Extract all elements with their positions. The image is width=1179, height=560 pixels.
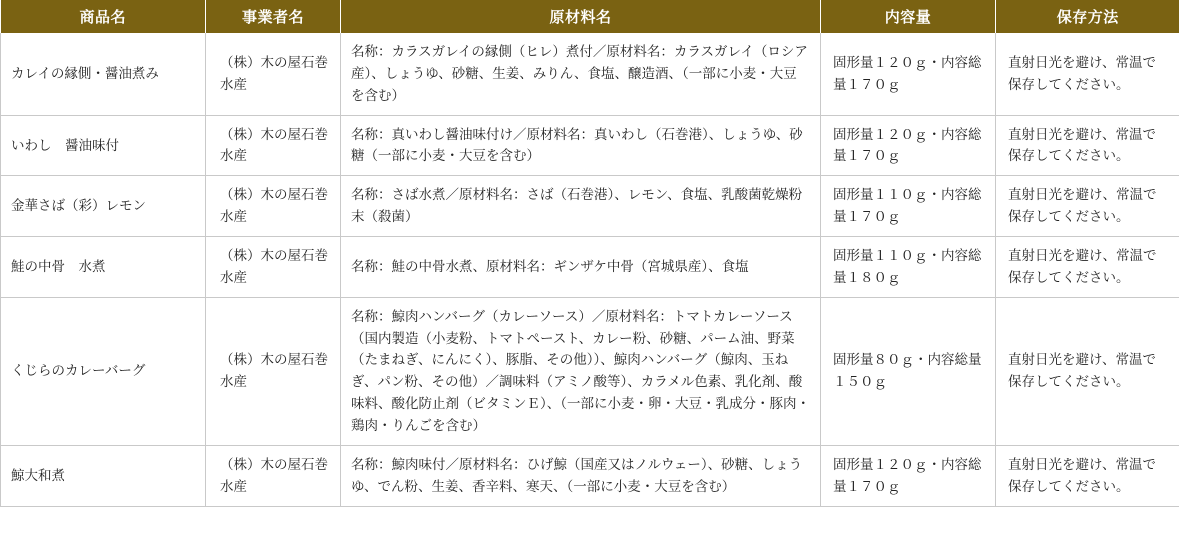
cell-ingredients: 名称：鯨肉ハンバーグ（カレーソース）／原材料名：トマトカレーソース（国内製造（小麦粉、トマトペースト、カレー粉、砂糖、パーム油、野菜（たまねぎ、にんにく）、豚脂、その他））、鯨肉ハンバーグ（鯨肉、玉ねぎ、パン粉、その他）／調味料（アミノ酸等）、カラメル色素、乳化剤、酸味料、酸化防止剤（ビタミンＥ）、（一部に小麦・卵・大豆・乳成分・豚肉・鶏肉・りんごを含む）	[341, 297, 821, 445]
cell-storage-method: 直射日光を避け、常温で保存してください。	[996, 33, 1179, 115]
cell-business-operator: （株）木の屋石巻水産	[206, 176, 341, 237]
cell-business-operator: （株）木の屋石巻水産	[206, 237, 341, 298]
table-row	[1, 176, 1179, 237]
cell-ingredients: 名称：カラスガレイの縁側（ヒレ）煮付／原材料名：カラスガレイ（ロシア産）、しょうゆ、砂糖、生姜、みりん、食塩、醸造酒、（一部に小麦・大豆を含む）	[341, 33, 821, 115]
column-header-product-name: 商品名	[1, 0, 206, 33]
table-row	[1, 115, 1179, 176]
table-header	[1, 0, 1179, 33]
cell-content-volume: 固形量１１０ｇ・内容総量１７０ｇ	[821, 176, 996, 237]
column-header-content-volume: 内容量	[821, 0, 996, 33]
cell-product-name: カレイの縁側・醤油煮み	[1, 33, 206, 115]
cell-business-operator: （株）木の屋石巻水産	[206, 445, 341, 506]
column-header-storage-method: 保存方法	[996, 0, 1179, 33]
cell-product-name: くじらのカレーバーグ	[1, 297, 206, 445]
cell-business-operator: （株）木の屋石巻水産	[206, 33, 341, 115]
cell-product-name: 鯨大和煮	[1, 445, 206, 506]
column-header-business-operator: 事業者名	[206, 0, 341, 33]
cell-content-volume: 固形量１２０ｇ・内容総量１７０ｇ	[821, 445, 996, 506]
table-row	[1, 33, 1179, 115]
cell-storage-method: 直射日光を避け、常温で保存してください。	[996, 445, 1179, 506]
cell-storage-method: 直射日光を避け、常温で保存してください。	[996, 115, 1179, 176]
table-row	[1, 445, 1179, 506]
column-header-ingredients: 原材料名	[341, 0, 821, 33]
cell-storage-method: 直射日光を避け、常温で保存してください。	[996, 297, 1179, 445]
cell-product-name: いわし 醤油味付	[1, 115, 206, 176]
cell-business-operator: （株）木の屋石巻水産	[206, 115, 341, 176]
table-row	[1, 237, 1179, 298]
cell-business-operator: （株）木の屋石巻水産	[206, 297, 341, 445]
cell-product-name: 金華さば（彩）レモン	[1, 176, 206, 237]
cell-ingredients: 名称：鯨肉味付／原材料名：ひげ鯨（国産又はノルウェー）、砂糖、しょうゆ、でん粉、生姜、香辛料、寒天、（一部に小麦・大豆を含む）	[341, 445, 821, 506]
cell-product-name: 鮭の中骨 水煮	[1, 237, 206, 298]
cell-ingredients: 名称：さば水煮／原材料名：さば（石巻港）、レモン、食塩、乳酸菌乾燥粉末（殺菌）	[341, 176, 821, 237]
cell-ingredients: 名称：鮭の中骨水煮、原材料名：ギンザケ中骨（宮城県産）、食塩	[341, 237, 821, 298]
cell-content-volume: 固形量８０ｇ・内容総量１５０ｇ	[821, 297, 996, 445]
cell-content-volume: 固形量１２０ｇ・内容総量１７０ｇ	[821, 115, 996, 176]
cell-storage-method: 直射日光を避け、常温で保存してください。	[996, 237, 1179, 298]
table-row	[1, 297, 1179, 445]
cell-content-volume: 固形量１２０ｇ・内容総量１７０ｇ	[821, 33, 996, 115]
table-header-row	[1, 0, 1179, 33]
cell-storage-method: 直射日光を避け、常温で保存してください。	[996, 176, 1179, 237]
table-body	[1, 33, 1179, 506]
cell-ingredients: 名称：真いわし醤油味付け／原材料名：真いわし（石巻港）、しょうゆ、砂糖（一部に小麦・大豆を含む）	[341, 115, 821, 176]
cell-content-volume: 固形量１１０ｇ・内容総量１８０ｇ	[821, 237, 996, 298]
